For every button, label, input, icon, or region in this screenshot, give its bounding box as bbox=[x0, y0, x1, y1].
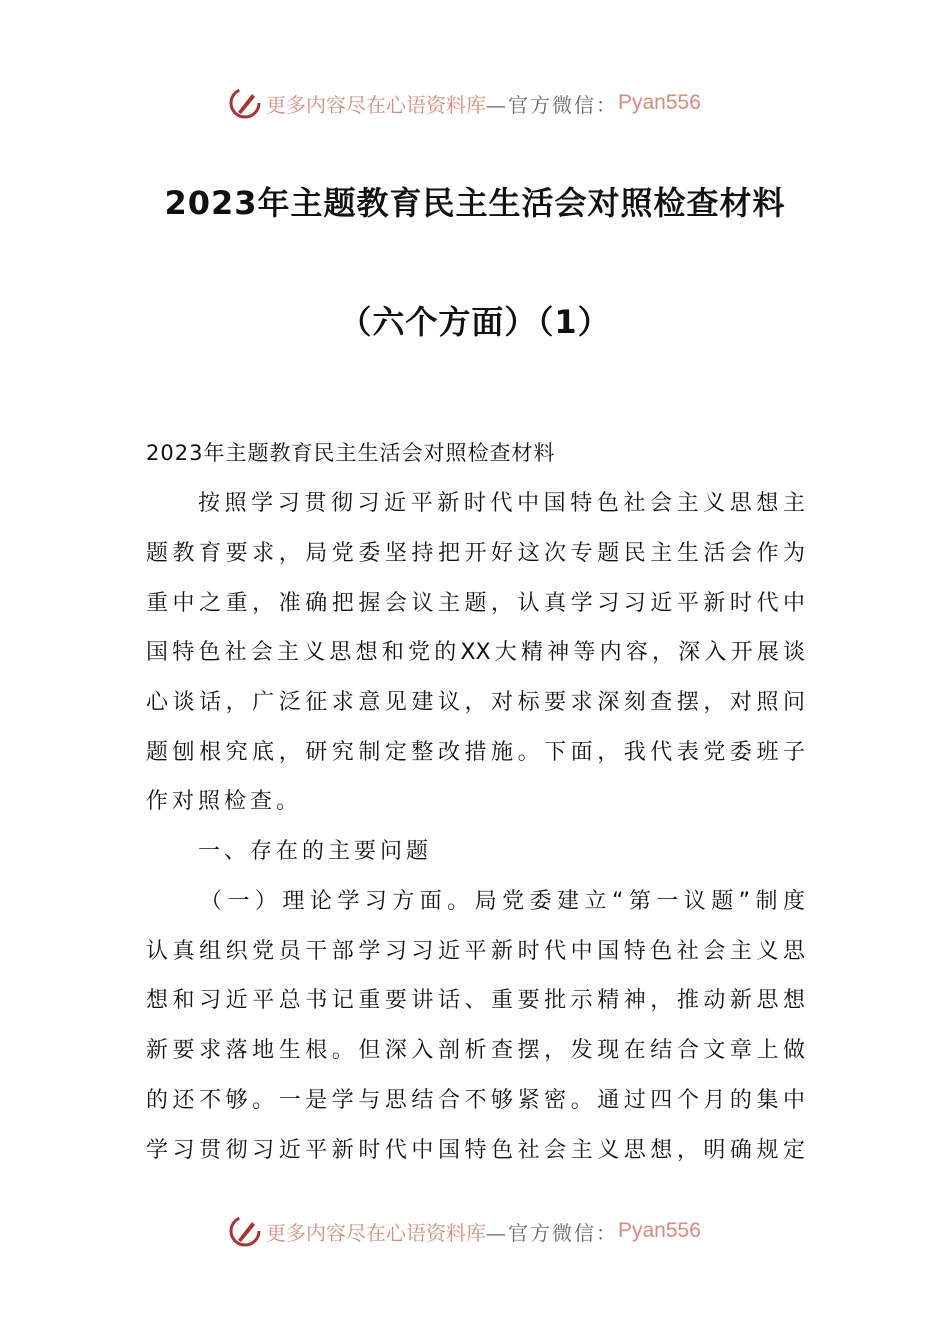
body-line: 认真组织党员干部学习习近平新时代中国特色社会主义思 bbox=[146, 939, 805, 964]
watermark-footer bbox=[228, 1213, 701, 1249]
pen-logo-icon bbox=[228, 1214, 262, 1248]
doc-subheading: 2023年主题教育民主生活会对照检查材料 bbox=[146, 441, 556, 465]
body-line: 重中之重，准确把握会议主题，认真学习习近平新时代中 bbox=[146, 591, 805, 616]
body-line: 题教育要求，局党委坚持把开好这次专题民主生活会作为 bbox=[146, 541, 805, 566]
body-line: 新要求落地生根。但深入剖析查摆，发现在结合文章上做 bbox=[146, 1038, 805, 1063]
watermark-main: 更多内容尽在心语资料库 bbox=[266, 1220, 486, 1245]
watermark-id: Pyan556 bbox=[618, 1219, 701, 1242]
body-line: 想和习近平总书记重要讲话、重要批示精神，推动新思想 bbox=[146, 988, 805, 1013]
watermark-header bbox=[228, 85, 701, 121]
watermark-main: 更多内容尽在心语资料库 bbox=[266, 92, 486, 117]
body-line: 作对照检查。 bbox=[146, 789, 303, 814]
body-line: 题刨根究底，研究制定整改措施。下面，我代表党委班子 bbox=[146, 740, 805, 765]
body-line: 按照学习贯彻习近平新时代中国特色社会主义思想主 bbox=[198, 491, 805, 516]
page-subtitle: （六个方面）（1） bbox=[339, 303, 611, 341]
body-line: 心谈话，广泛征求意见建议，对标要求深刻查摆，对照问 bbox=[146, 690, 805, 715]
section-heading: 一、存在的主要问题 bbox=[198, 839, 433, 864]
watermark-id: Pyan556 bbox=[618, 91, 701, 114]
page-title: 2023年主题教育民主生活会对照检查材料 bbox=[164, 184, 786, 222]
body-line: 国特色社会主义思想和党的XX大精神等内容，深入开展谈 bbox=[146, 640, 805, 665]
pen-logo-icon bbox=[228, 86, 262, 120]
watermark-sep: —官方微信： bbox=[486, 92, 618, 117]
body-line: 的还不够。一是学与思结合不够紧密。通过四个月的集中 bbox=[146, 1088, 805, 1113]
watermark-sep: —官方微信： bbox=[486, 1220, 618, 1245]
body-line: （一）理论学习方面。局党委建立“第一议题”制度 bbox=[200, 889, 805, 914]
body-line: 学习贯彻习近平新时代中国特色社会主义思想，明确规定 bbox=[146, 1138, 805, 1163]
